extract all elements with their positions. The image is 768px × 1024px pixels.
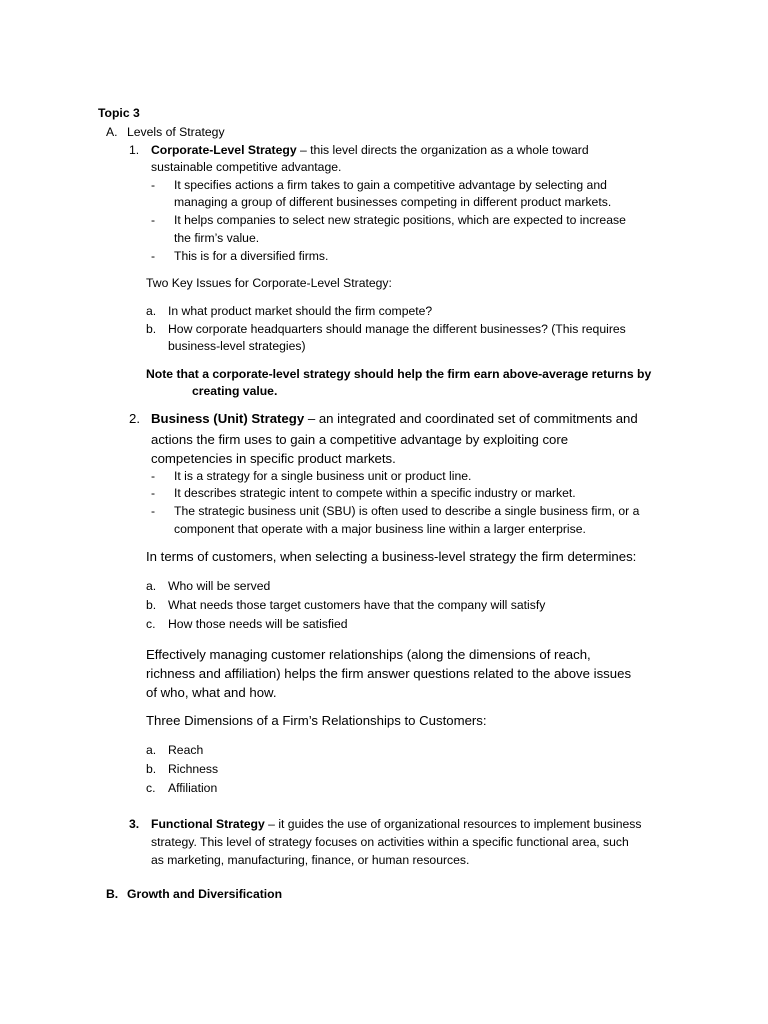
corp-note-line-2: creating value. [192,384,278,398]
corp-bullet-1-line-2: managing a group of different businesses competing in different product markets. [174,195,612,209]
bus-dim-a-marker: a. [146,743,157,757]
corp-line-1 [151,142,589,159]
bus-para-line-2: richness and affiliation) helps the firm answer questions related to the above issues [146,666,632,681]
bus-cust-c-marker: c. [146,617,156,631]
bus-desc-2: actions the firm uses to gain a competitive advantage by exploiting core [151,432,569,447]
bus-cust-a: Who will be served [168,579,271,593]
bus-dim-c: Affiliation [168,781,218,795]
corp-issues-heading: Two Key Issues for Corporate-Level Strategy: [146,276,392,290]
corp-desc-2: sustainable competitive advantage. [151,160,342,174]
bus-bullet-1: It is a strategy for a single business unit or product line. [174,469,472,483]
bus-desc-3: competencies in specific product markets. [151,451,396,466]
corp-note-line-1: Note that a corporate-level strategy should help the firm earn above-average returns by [146,367,652,381]
bus-dim-b: Richness [168,762,219,776]
bus-para-line-1: Effectively managing customer relationships (along the dimensions of reach, [146,647,591,662]
func-desc-3: as marketing, manufacturing, finance, or human resources. [151,853,470,867]
bus-para-line-3: of who, what and how. [146,685,277,700]
section-b-marker: B. [106,887,119,901]
bus-cust-b-marker: b. [146,598,157,612]
func-number: 3. [129,817,140,831]
section-a-marker: A. [106,125,118,139]
bus-customers-intro: In terms of customers, when selecting a business-level strategy the firm determines: [146,549,637,564]
corp-issue-a-marker: a. [146,304,157,318]
corp-bullet-2-line-1: It helps companies to select new strategic positions, which are expected to increase [174,213,626,227]
corp-term: Corporate-Level Strategy [151,143,297,157]
bus-bullet-3-line-1: The strategic business unit (SBU) is often used to describe a single business firm, or a [174,504,640,518]
bus-cust-a-marker: a. [146,579,157,593]
bus-bullet-2-dash: - [151,486,156,500]
func-line-1 [151,816,641,833]
func-term: Functional Strategy [151,817,265,831]
topic-heading: Topic 3 [98,106,140,120]
func-desc-1: – it guides the use of organizational resources to implement business [264,817,642,831]
bus-bullet-3-line-2: component that operate with a major business line within a larger enterprise. [174,522,586,536]
bus-bullet-2: It describes strategic intent to compete within a specific industry or market. [174,486,576,500]
bus-bullet-3-dash: - [151,504,156,518]
corp-issue-b-line-2: business-level strategies) [168,339,306,353]
corp-issue-a: In what product market should the firm compete? [168,304,433,318]
bus-line-1 [151,409,638,428]
corp-bullet-3: This is for a diversified firms. [174,249,329,263]
bus-cust-c: How those needs will be satisfied [168,617,348,631]
corp-bullet-3-dash: - [151,249,156,263]
bus-dim-c-marker: c. [146,781,156,795]
corp-bullet-1-line-1: It specifies actions a firm takes to gain a competitive advantage by selecting and [174,178,607,192]
bus-dim-b-marker: b. [146,762,157,776]
corp-desc-1: – this level directs the organization as a whole toward [296,143,589,157]
bus-dimensions-heading: Three Dimensions of a Firm’s Relationships to Customers: [146,713,487,728]
bus-cust-b: What needs those target customers have that the company will satisfy [168,598,546,612]
bus-number: 2. [129,411,140,426]
bus-bullet-1-dash: - [151,469,156,483]
corp-bullet-2-dash: - [151,213,156,227]
corp-issue-b-marker: b. [146,322,157,336]
corp-number: 1. [129,143,140,157]
func-desc-2: strategy. This level of strategy focuses on activities within a specific functional area, such [151,835,629,849]
corp-issue-b-line-1: How corporate headquarters should manage the different businesses? (This requires [168,322,626,336]
bus-dim-a: Reach [168,743,204,757]
section-b-title: Growth and Diversification [127,887,283,901]
corp-bullet-1-dash: - [151,178,156,192]
bus-desc-1: – an integrated and coordinated set of commitments and [304,411,638,426]
corp-bullet-2-line-2: the firm’s value. [174,231,260,245]
section-a-title: Levels of Strategy [127,125,225,139]
bus-term: Business (Unit) Strategy [151,411,305,426]
